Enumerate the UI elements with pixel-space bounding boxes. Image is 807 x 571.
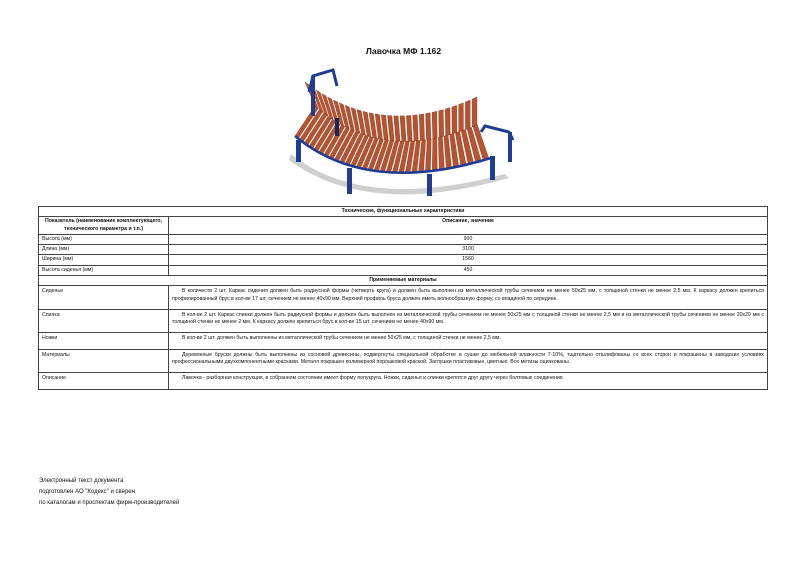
material-description: Деревянные бруски должны быть выполнены из сосновой древесины, подвергнуты специальной обработке и сушке до мебельной влажности 7-10%, тщательно отшлифованы со всех сторон и покрашены в заводских условиях профессиональными двухкомпонентными красками. Металл покрашен полимерной порошковой краской. Заглушки пластиковые, цветные. Все метизы оцинкованы. bbox=[169, 349, 768, 373]
bench-leg bbox=[490, 156, 495, 180]
table-row bbox=[39, 309, 768, 333]
section-materials: Применяемые материалы bbox=[39, 275, 768, 285]
back-slat bbox=[439, 110, 444, 138]
back-slat bbox=[419, 114, 424, 141]
back-slat bbox=[406, 115, 412, 141]
seat-slat bbox=[432, 138, 437, 171]
footer-note bbox=[39, 476, 179, 509]
material-name: Спинка bbox=[39, 309, 169, 333]
section-header-row bbox=[39, 275, 768, 285]
material-description: В кол-ве 2 шт. должен быть выполнены из металлической трубы сечением не менее 50х25 мм, с толщиной стенки не менее 2,5 мм. bbox=[169, 333, 768, 349]
material-description: В кол-ве 2 шт. Каркас спинки должен быть радиусной формы и должен быть выполнен из металлической трубы сечением не менее 50х25 мм с толщиной стенки не менее 2,5 мм и из металлической трубы сечением не менее 20х20 мм с толщиной стенки не менее 2 мм. К каркасу должен крепиться брус в кол-ве 15 шт. сечением не менее 40х90 мм. bbox=[169, 309, 768, 333]
back-slat bbox=[413, 115, 419, 141]
column-header-row bbox=[39, 217, 768, 235]
footer-line: Электронный текст документа bbox=[39, 478, 124, 484]
table-row bbox=[39, 333, 768, 349]
material-name: Материалы bbox=[39, 349, 169, 373]
table-row bbox=[39, 373, 768, 389]
table-row bbox=[39, 255, 768, 265]
bench-leg bbox=[427, 174, 432, 196]
back-slat bbox=[394, 116, 400, 141]
section-header-row bbox=[39, 207, 768, 217]
back-slat bbox=[381, 115, 388, 140]
back-slat bbox=[465, 100, 470, 129]
back-slat bbox=[400, 116, 406, 141]
bench-illustration bbox=[283, 62, 518, 204]
param-value: 1560 bbox=[169, 255, 768, 265]
back-slat bbox=[459, 103, 464, 132]
param-name: Длина (мм) bbox=[39, 245, 169, 255]
table-row bbox=[39, 245, 768, 255]
specification-table bbox=[38, 206, 768, 390]
table-row bbox=[39, 349, 768, 373]
seat-slat bbox=[425, 139, 431, 172]
bench-leg bbox=[335, 118, 339, 136]
footer-line: подготовлен АО "Кодекс" и сверен bbox=[39, 489, 135, 495]
param-value: 3100 bbox=[169, 245, 768, 255]
back-slat bbox=[445, 108, 450, 136]
column-header-parameter: Показатель (наименование комплектующего, технического параметра и т.п.) bbox=[39, 217, 169, 235]
back-slat bbox=[432, 111, 437, 138]
param-value: 450 bbox=[169, 265, 768, 275]
table-row bbox=[39, 265, 768, 275]
material-name: Описание bbox=[39, 373, 169, 389]
bench-leg bbox=[347, 168, 352, 194]
param-name: Высота сиденья (мм) bbox=[39, 265, 169, 275]
material-name: Сиденье bbox=[39, 286, 169, 310]
param-name: Высота (мм) bbox=[39, 234, 169, 244]
param-name: Ширина (мм) bbox=[39, 255, 169, 265]
material-description: В количеств 2 шт. Каркас сидения должен быть радиусной формы (четверть круга) и должен быть выполнен из металлической трубы сечением не менее 50х25 мм, с толщиной стенки не менее 2,5 мм. К каркасу должен крепиться профилированный брус в кол-ве 17 шт. сечением не менее 40х90 мм. Верхний профиль бруса должен иметь волнообразную форму, со впадиной по середине. bbox=[169, 286, 768, 310]
back-slat bbox=[472, 97, 477, 127]
seat-slat bbox=[438, 137, 444, 170]
back-slat bbox=[426, 113, 431, 140]
material-name: Ножки bbox=[39, 333, 169, 349]
footer-line: по каталогам и проспектам фирм-производителей bbox=[39, 500, 180, 506]
param-value: 900 bbox=[169, 234, 768, 244]
back-slat bbox=[388, 116, 395, 141]
material-description: Лавочка - разборная конструкция, в собранном состоянии имеет форму полукруга. Ножки, сиденья и спинки крепятся друг другу через болтовые соединения. bbox=[169, 373, 768, 389]
column-header-value: Описание, значение bbox=[169, 217, 768, 235]
page-title: Лавочка МФ 1.162 bbox=[365, 46, 442, 56]
back-slat bbox=[452, 105, 457, 134]
table-row bbox=[39, 234, 768, 244]
section-technical: Технические, функциональные характеристики bbox=[39, 207, 768, 217]
table-row bbox=[39, 286, 768, 310]
bench-leg bbox=[296, 140, 301, 162]
